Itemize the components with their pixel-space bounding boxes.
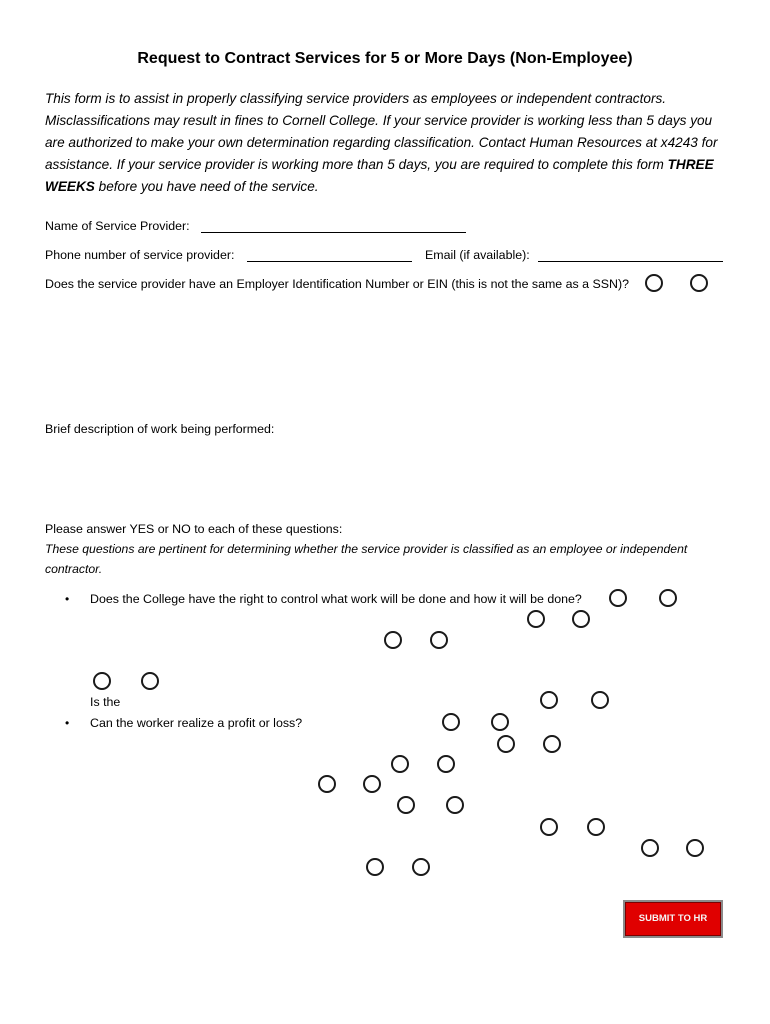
- intro-emphasis: THREE WEEKS: [45, 157, 714, 194]
- questions-note: These questions are pertinent for determining whether the service provider is classified as an employee or independent contractor.: [45, 542, 688, 576]
- bullet-symbol: •: [65, 716, 70, 730]
- radio-button[interactable]: [430, 631, 448, 649]
- email-field[interactable]: [538, 261, 723, 262]
- radio-button[interactable]: [384, 631, 402, 649]
- radio-button[interactable]: [93, 672, 111, 690]
- radio-button[interactable]: [641, 839, 659, 857]
- radio-button[interactable]: [437, 755, 455, 773]
- question-profit-loss: Can the worker realize a profit or loss?: [90, 716, 303, 730]
- submit-to-hr-button[interactable]: SUBMIT TO HR: [625, 902, 721, 936]
- radio-button[interactable]: [587, 818, 605, 836]
- ein-yes-radio[interactable]: [645, 274, 663, 292]
- question-partial: Is the: [90, 695, 121, 709]
- radio-button[interactable]: [609, 589, 627, 607]
- form-title: Request to Contract Services for 5 or More Days (Non-Employee): [137, 50, 633, 67]
- radio-button[interactable]: [397, 796, 415, 814]
- phone-label: Phone number of service provider:: [45, 248, 235, 262]
- bullet-symbol: •: [65, 592, 70, 606]
- radio-button[interactable]: [318, 775, 336, 793]
- radio-button[interactable]: [591, 691, 609, 709]
- name-field[interactable]: [201, 232, 466, 233]
- ein-question: Does the service provider have an Employer Identification Number or EIN (this is not the same as a SSN)?: [45, 277, 629, 291]
- radio-button[interactable]: [446, 796, 464, 814]
- radio-button[interactable]: [527, 610, 545, 628]
- radio-button[interactable]: [543, 735, 561, 753]
- submit-button-frame: [623, 900, 723, 938]
- radio-button[interactable]: [442, 713, 460, 731]
- radio-button[interactable]: [540, 691, 558, 709]
- email-label: Email (if available):: [425, 248, 530, 262]
- phone-field[interactable]: [247, 261, 412, 262]
- description-field[interactable]: [45, 440, 725, 510]
- questions-instruction: Please answer YES or NO to each of these questions:: [45, 522, 343, 536]
- radio-button[interactable]: [363, 775, 381, 793]
- radio-button[interactable]: [412, 858, 430, 876]
- question-control: Does the College have the right to control what work will be done and how it will be done?: [90, 592, 582, 606]
- radio-button[interactable]: [540, 818, 558, 836]
- intro-tail: before you have need of the service.: [94, 179, 319, 194]
- intro-paragraph: [45, 88, 735, 198]
- name-label: Name of Service Provider:: [45, 219, 190, 233]
- radio-button[interactable]: [497, 735, 515, 753]
- description-label: Brief description of work being performed:: [45, 422, 275, 436]
- radio-button[interactable]: [366, 858, 384, 876]
- radio-button[interactable]: [659, 589, 677, 607]
- radio-button[interactable]: [491, 713, 509, 731]
- intro-text: This form is to assist in properly classifying service providers as employees or independent contractors. Misclassifications may result in fines to Cornell College. If your service provider is working less than 5 days you are authorized to make your own determination regarding classification. Contact Human Resources at x4243 for assistance. If your service provider is working more than 5 days, you are required to complete this form: [45, 91, 718, 172]
- radio-button[interactable]: [391, 755, 409, 773]
- radio-button[interactable]: [572, 610, 590, 628]
- radio-button[interactable]: [686, 839, 704, 857]
- ein-no-radio[interactable]: [690, 274, 708, 292]
- radio-button[interactable]: [141, 672, 159, 690]
